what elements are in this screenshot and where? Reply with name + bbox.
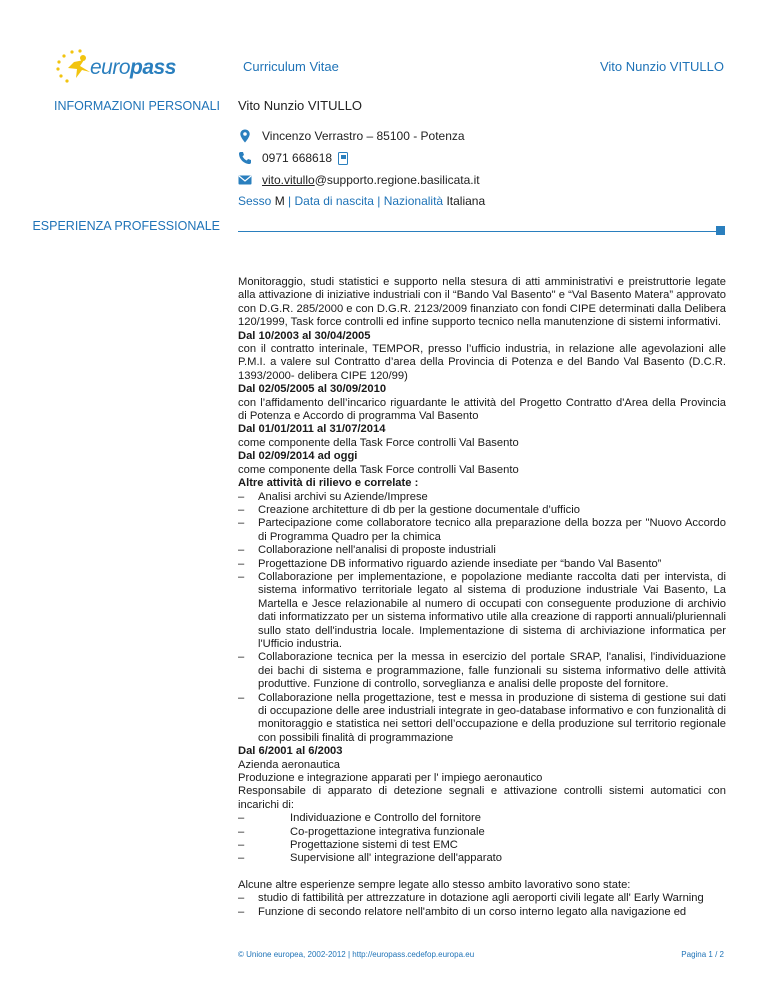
period-text: come componente della Task Force controlli Val Basento [238,436,519,449]
birth-label: Data di nascita [294,194,374,208]
phone-text: 0971 668618 [262,151,333,165]
spacer [238,866,726,879]
other-activities-title: Altre attività di rilievo e correlate : [238,477,419,490]
list-item: – Individuazione e Controllo del fornitore [238,812,481,825]
list-item: – Funzione di secondo relatore nell'ambito di un corso interno legato alla navigazione ed [238,905,687,918]
period-text: con il contratto interinale, TEMPOR, presso l’ufficio industria, in relazione alle agevolazioni alle P.M.I. a valere sul Contratto d’area della Provincia di Potenza e del Bando Val Basento (D.C.R. 1393/2000- delibera CIPE 120/99) [238,343,726,382]
section-divider-marker [716,226,725,235]
role-description: Responsabile di apparato di detezione segnali e attivazione controlli sistemi automatici con incarichi di: [238,785,726,811]
experience-intro: Monitoraggio, studi statistici e supporto nella stesura di atti amministrativi e preistruttorie legate alla attivazione di iniziative industriali con il “Bando Val Basento" e “Val Basento Matera” approvato con D.G.R. 285/2000 e con D.G.R. 2123/2009 finanziato con fondi CIPE determinati dalla Delibera 120/1999, Task force controlli ed infine supporto tecnico nella manutenzione di sistemi informativi. [238,276,726,329]
list-item: – Collaborazione nell'analisi di proposte industriali [238,544,496,557]
experience-content [238,276,726,919]
list-item: – Progettazione DB informativo riguardo aziende insediate per “bando Val Basento” [238,557,662,570]
period-date: Dal 02/05/2005 al 30/09/2010 [238,383,387,396]
address-text: Vincenzo Verrastro – 85100 - Potenza [262,129,465,143]
email-user[interactable]: vito.vitullo [262,173,315,187]
location-pin-icon [238,129,252,143]
email-icon [238,173,252,187]
email-domain: @supporto.regione.basilicata.it [314,173,480,187]
footer-copyright[interactable]: © Unione europea, 2002-2012 | http://europass.cedefop.europa.eu [238,950,475,959]
period-text: come componente della Task Force controlli Val Basento [238,463,519,476]
company-text: Azienda aeronautica [238,758,341,771]
contact-phone [238,151,348,165]
period-date: Dal 10/2003 al 30/04/2005 [238,329,371,342]
list-item: – Co-progettazione integrativa funzionale [238,825,485,838]
separator: | [288,194,292,208]
period-text: con l’affidamento dell’incarico riguardante le attività del Progetto Contratto d'Area della Provincia di Potenza e Accordo di programma Val Basento [238,396,726,423]
separator: | [377,194,381,208]
mobile-phone-icon [338,152,348,165]
period-date: Dal 02/09/2014 ad oggi [238,450,358,463]
logo-wordmark: europass [90,56,176,79]
period-date: Dal 6/2001 al 6/2003 [238,745,343,758]
personal-details-line [238,194,485,208]
list-item: – Collaborazione per implementazione, e popolazione mediante raccolta dati per intervista, di sistema informativo territoriale legato al sistema di produzione industriale Vai Basento, La Martella e Jesce relazionabile al numero di occupati con conseguente produzione di archivio dati informatizzato per un sistema informativo utile alla creazione di rapporti annuali/pluriennali sullo stato dell'industria locale. Implementazione di sistema di archiviazione informatica per l'Ufficio industria. [238,570,726,650]
europass-logo [54,48,176,86]
list-item: – Collaborazione nella progettazione, test e messa in produzione di sistema di gestione sui dati di occupazione delle aree industriali integrate in geo-database informativo e con funzionalità di monitoraggio e statistica nei settori dell’occupazione e della produzione sul territorio regionale con possibili finalità di programmazione [238,691,726,744]
list-item: – Creazione architetture di db per la gestione documentale d’ufficio [238,503,580,516]
header-name: Vito Nunzio VITULLO [599,59,724,74]
phone-icon [238,151,252,165]
header-title: Curriculum Vitae [243,59,339,74]
footer-page-number: Pagina 1 / 2 [681,950,724,959]
nationality-label: Nazionalità [383,194,444,208]
person-name: Vito Nunzio VITULLO [238,98,363,113]
sex-label: Sesso [238,194,272,208]
list-item: – Supervisione all' integrazione dell'apparato [238,852,502,865]
list-item: – Analisi archivi su Aziende/Imprese [238,490,428,503]
list-item: – Partecipazione come collaboratore tecnico alla preparazione della bozza per "Nuovo Accordo di Programma Quadro per la chimica [238,517,726,543]
contact-email[interactable] [238,173,480,187]
sex-value: M [274,194,285,208]
list-item: – studio di fattibilità per attrezzature in dotazione agli aeroporti civili legate all' Early Warning [238,892,704,905]
section-divider [238,231,716,232]
list-item: – Collaborazione tecnica per la messa in esercizio del portale SRAP, l'analisi, l'individuazione dei bachi di sistema e programmazione, falle funzionali su sistema informativo delle attività produttive. Funzione di controllo, sorveglianza e analisi delle proposte del fornitore. [238,651,726,691]
contact-address [238,129,465,143]
more-experiences-intro: Alcune altre esperienze sempre legate allo stesso ambito lavorativo sono state: [238,878,631,891]
section-label-experience: ESPERIENZA PROFESSIONALE [32,219,220,233]
period-date: Dal 01/01/2011 al 31/07/2014 [238,423,386,436]
section-label-personal: INFORMAZIONI PERSONALI [54,99,220,113]
role-text: Produzione e integrazione apparati per l' impiego aeronautico [238,772,543,785]
nationality-value: Italiana [446,194,486,208]
list-item: – Progettazione sistemi di test EMC [238,839,458,852]
